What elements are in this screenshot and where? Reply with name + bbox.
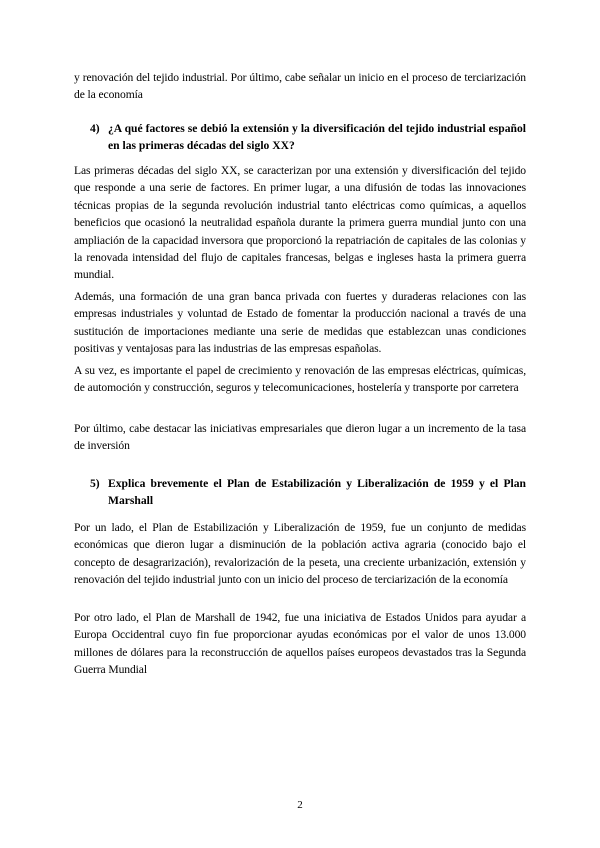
- question-4-number: 4): [90, 122, 100, 135]
- page-number: 2: [297, 799, 303, 811]
- question-5-heading: [90, 475, 526, 509]
- question-4-heading: [90, 120, 526, 154]
- paragraph-factors: Las primeras décadas del siglo XX, se caracterizan por una extensión y diversificación del tejido que responde a una serie de factores. En primer lugar, a una difusión de todas las innovaciones técnicas propias de la segunda revolución industrial tanto eléctricas como químicas, a aquellos beneficios que ocasionó la neutralidad española durante la primera guerra mundial junto con una ampliación de la capacidad inversora que proporcionó la repatriación de capitales de las colonias y la renovada intensidad del flujo de capitales francesas, belgas e ingleses hasta la primera guerra mundial.: [74, 164, 526, 282]
- paragraph-continuation: y renovación del tejido industrial. Por último, cabe señalar un inicio en el proceso de terciarización de la economía: [74, 71, 526, 102]
- paragraph-plan-estabilizacion: Por un lado, el Plan de Estabilización y Liberalización de 1959, fue un conjunto de medidas económicas que dieron lugar a disminución de la población activa agraria (conocido bajo el concepto de desagrarización), revalorización de la peseta, una creciente urbanización, extensión y renovación del tejido industrial junto con un inicio del proceso de terciarización de la economía: [74, 521, 526, 587]
- question-5-text: Explica brevemente el Plan de Estabilización y Liberalización de 1959 y el Plan Marshall: [108, 477, 526, 507]
- question-4-text: ¿A qué factores se debió la extensión y la diversificación del tejido industrial español en las primeras décadas del siglo XX?: [108, 122, 526, 152]
- paragraph-plan-marshall: Por otro lado, el Plan de Marshall de 1942, fue una iniciativa de Estados Unidos para ayudar a Europa Occidentral cuyo fin fue proporcionar ayudas económicas por el valor de unos 13.000 millones de dólares para la reconstrucción de aquellos países europeos devastados tras la Segunda Guerra Mundial: [74, 611, 526, 677]
- question-5-number: 5): [90, 477, 100, 490]
- paragraph-crecimiento: A su vez, es importante el papel de crecimiento y renovación de las empresas eléctricas, químicas, de automoción y construcción, seguros y telecomunicaciones, hostelería y transporte por carretera: [74, 364, 526, 395]
- paragraph-inversion: Por último, cabe destacar las iniciativas empresariales que dieron lugar a un incremento de la tasa de inversión: [74, 422, 526, 453]
- paragraph-banca: Además, una formación de una gran banca privada con fuertes y duraderas relaciones con las empresas industriales y voluntad de Estado de fomentar la producción nacional a través de una sustitución de importaciones mediante una serie de medidas que establezcan unas condiciones positivas y ventajosas para las industrias de las empresas españolas.: [74, 290, 526, 356]
